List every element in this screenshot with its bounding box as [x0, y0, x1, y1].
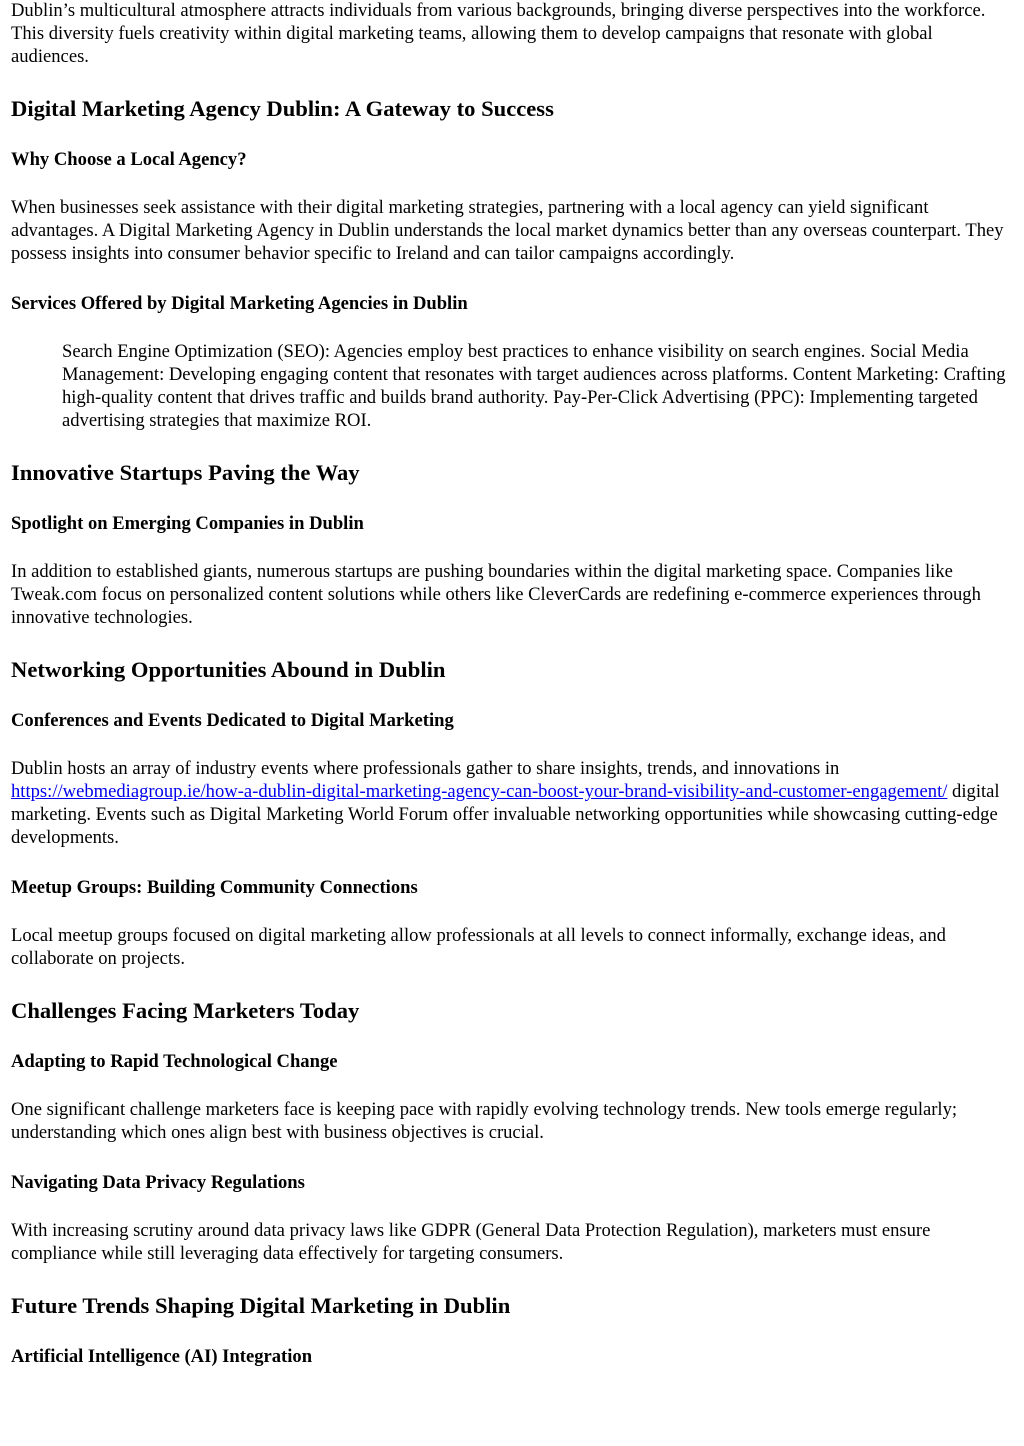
conferences-text-before: Dublin hosts an array of industry events where professionals gather to share insights, trends, and innovations in — [11, 758, 840, 779]
webmediagroup-link[interactable]: https://webmediagroup.ie/how-a-dublin-digital-marketing-agency-can-boost-your-brand-visibility-and-customer-engagement/ — [11, 781, 948, 802]
heading-agency-gateway: Digital Marketing Agency Dublin: A Gateway to Success — [11, 96, 554, 121]
paragraph-meetup-groups: Local meetup groups focused on digital marketing allow professionals at all levels to connect informally, exchange ideas, and collaborate on projects. — [11, 925, 946, 969]
heading-ai-integration: Artificial Intelligence (AI) Integration — [11, 1346, 313, 1367]
heading-challenges: Challenges Facing Marketers Today — [11, 998, 360, 1023]
heading-services-offered: Services Offered by Digital Marketing Agencies in Dublin — [11, 293, 468, 314]
heading-technological-change: Adapting to Rapid Technological Change — [11, 1051, 338, 1072]
paragraph-data-privacy: With increasing scrutiny around data privacy laws like GDPR (General Data Protection Regulation), marketers must ensure compliance while still leveraging data effectively for targeting consumers. — [11, 1220, 931, 1264]
intro-paragraph: Dublin’s multicultural atmosphere attracts individuals from various backgrounds, bringing diverse perspectives into the workforce. This diversity fuels creativity within digital marketing teams, allowing them to develop campaigns that resonate with global audiences. — [11, 0, 986, 67]
heading-why-local-agency: Why Choose a Local Agency? — [11, 149, 247, 170]
heading-future-trends: Future Trends Shaping Digital Marketing in Dublin — [11, 1293, 511, 1318]
paragraph-why-local-agency: When businesses seek assistance with their digital marketing strategies, partnering with a local agency can yield significant advantages. A Digital Marketing Agency in Dublin understands the local market dynamics better than any overseas counterpart. They possess insights into consumer behavior specific to Ireland and can tailor campaigns accordingly. — [11, 197, 1004, 264]
heading-meetup-groups: Meetup Groups: Building Community Connections — [11, 877, 418, 898]
services-blockquote: Search Engine Optimization (SEO): Agencies employ best practices to enhance visibility on search engines. Social Media Management: Developing engaging content that resonates with target audiences across platforms. Content Marketing: Crafting high-quality content that drives traffic and builds brand authority. Pay-Per-Click Advertising (PPC): Implementing targeted advertising strategies that maximize ROI. — [62, 341, 1006, 431]
heading-data-privacy: Navigating Data Privacy Regulations — [11, 1172, 305, 1193]
heading-innovative-startups: Innovative Startups Paving the Way — [11, 460, 360, 485]
paragraph-conferences-events — [11, 757, 1014, 849]
paragraph-technological-change: One significant challenge marketers face is keeping pace with rapidly evolving technology trends. New tools emerge regularly; understanding which ones align best with business objectives is crucial. — [11, 1099, 958, 1143]
heading-conferences-events: Conferences and Events Dedicated to Digital Marketing — [11, 710, 454, 731]
heading-networking: Networking Opportunities Abound in Dublin — [11, 657, 446, 682]
paragraph-emerging-companies: In addition to established giants, numerous startups are pushing boundaries within the digital marketing space. Companies like Tweak.com focus on personalized content solutions while others like CleverCards are redefining e-commerce experiences through innovative technologies. — [11, 561, 981, 628]
conferences-text-after: digital marketing. Events such as Digital Marketing World Forum offer invaluable networking opportunities while showcasing cutting-edge developments. — [11, 781, 1000, 848]
heading-emerging-companies: Spotlight on Emerging Companies in Dublin — [11, 513, 364, 534]
